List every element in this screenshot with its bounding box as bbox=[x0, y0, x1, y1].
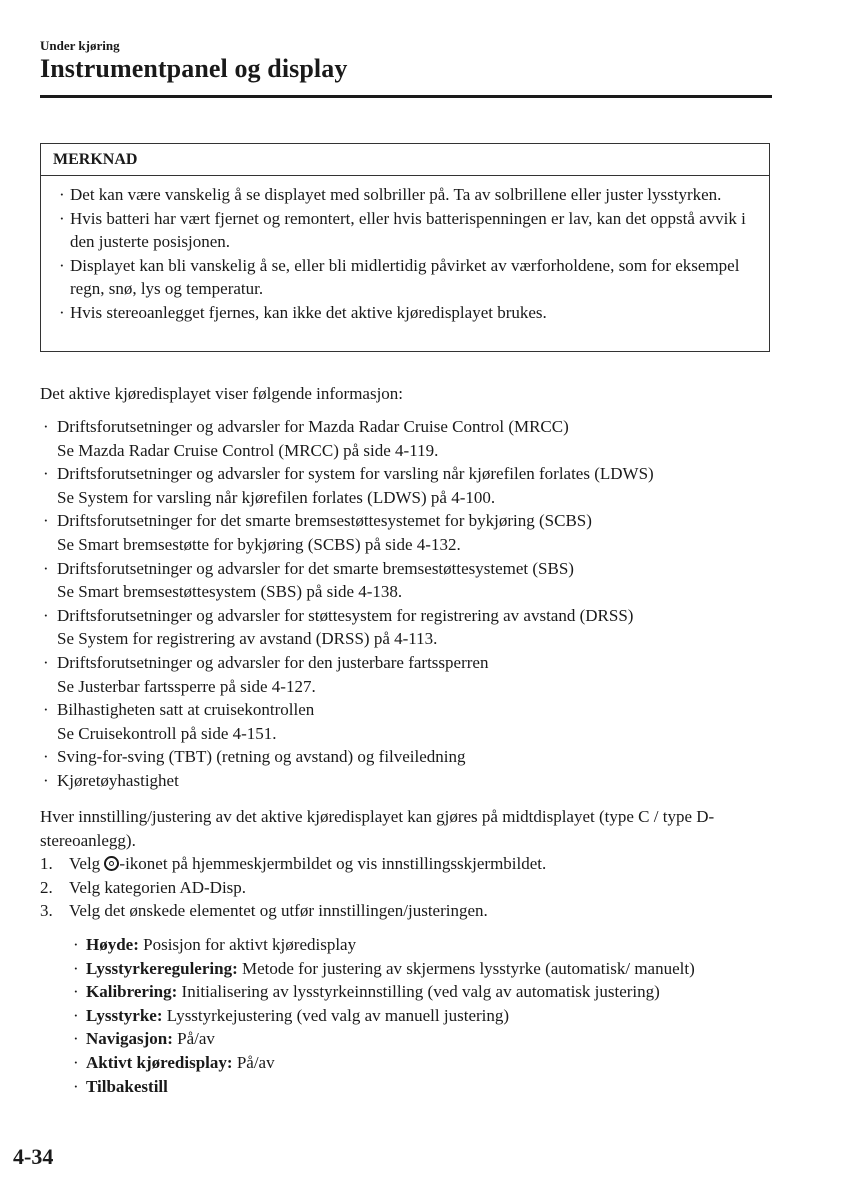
info-item-text: Kjøretøyhastighet bbox=[57, 770, 179, 790]
page-number: 4-34 bbox=[13, 1144, 54, 1169]
note-heading: MERKNAD bbox=[41, 144, 769, 176]
info-item-reference: Se Smart bremsestøttesystem (SBS) på side 4-138. bbox=[57, 582, 403, 602]
setting-description: Metode for justering av skjermens lysstyrke (automatisk/ manuelt) bbox=[237, 958, 695, 978]
settings-paragraph: Hver innstilling/justering av det aktive kjøredisplayet kan gjøres på midtdisplayet (type C / type D-stereoanlegg). bbox=[40, 807, 715, 850]
info-item-text: Driftsforutsetninger for det smarte bremsestøttesystemet for bykjøring (SCBS) bbox=[57, 511, 592, 531]
section-label: Under kjøring bbox=[40, 38, 120, 53]
setting-term: Kalibrering: bbox=[86, 982, 178, 1002]
setting-item bbox=[72, 1075, 772, 1099]
note-box bbox=[40, 143, 770, 352]
steps-list bbox=[40, 852, 780, 923]
setting-item bbox=[72, 933, 772, 957]
info-item-text: Sving-for-sving (TBT) (retning og avstand) og filveiledning bbox=[57, 747, 466, 767]
info-item-text: Bilhastigheten satt at cruisekontrollen bbox=[57, 700, 315, 720]
step-text: Velg det ønskede elementet og utfør innstillingen/justeringen. bbox=[69, 901, 488, 921]
info-item-text: Driftsforutsetninger og advarsler for støttesystem for registrering av avstand (DRSS) bbox=[57, 605, 634, 625]
setting-item bbox=[72, 1051, 772, 1075]
info-item bbox=[40, 604, 780, 651]
setting-term: Navigasjon: bbox=[86, 1029, 173, 1049]
info-item-text: Driftsforutsetninger og advarsler for det smarte bremsestøttesystemet (SBS) bbox=[57, 558, 574, 578]
note-list bbox=[41, 176, 769, 324]
page-title: Instrumentpanel og display bbox=[40, 54, 348, 83]
setting-item bbox=[72, 1027, 772, 1051]
info-item-reference: Se System for varsling når kjørefilen forlates (LDWS) på 4-100. bbox=[57, 487, 496, 507]
info-item bbox=[40, 745, 780, 769]
info-item bbox=[40, 651, 780, 698]
step-text: Velg kategorien AD-Disp. bbox=[69, 877, 247, 897]
info-item-text: Driftsforutsetninger og advarsler for system for varsling når kjørefilen forlates (LDWS) bbox=[57, 464, 654, 484]
info-item bbox=[40, 557, 780, 604]
setting-term: Høyde: bbox=[86, 935, 139, 954]
setting-description: Posisjon for aktivt kjøredisplay bbox=[138, 935, 357, 954]
info-item-reference: Se Justerbar fartssperre på side 4-127. bbox=[57, 676, 316, 696]
info-item-reference: Se System for registrering av avstand (DRSS) på 4-113. bbox=[57, 629, 438, 649]
setting-description: På/av bbox=[172, 1029, 215, 1049]
intro-text: Det aktive kjøredisplayet viser følgende informasjon: bbox=[40, 384, 404, 403]
info-item-reference: Se Cruisekontroll på side 4-151. bbox=[57, 723, 277, 743]
setting-description: Initialisering av lysstyrkeinnstilling (ved valg av automatisk justering) bbox=[177, 982, 660, 1002]
info-item-text: Driftsforutsetninger og advarsler for den justerbare fartssperren bbox=[57, 652, 489, 672]
info-item-reference: Se Mazda Radar Cruise Control (MRCC) på side 4-119. bbox=[57, 440, 439, 460]
title-rule bbox=[40, 95, 772, 98]
step-number: 2. bbox=[40, 877, 53, 897]
setting-term: Aktivt kjøredisplay: bbox=[86, 1052, 233, 1072]
info-item bbox=[40, 415, 780, 462]
step-item bbox=[40, 852, 780, 876]
step-number: 1. bbox=[40, 854, 53, 873]
settings-list bbox=[72, 933, 772, 1098]
info-list bbox=[40, 415, 780, 793]
info-item bbox=[40, 769, 780, 793]
setting-description: Lysstyrkejustering (ved valg av manuell justering) bbox=[162, 1005, 510, 1025]
step-item bbox=[40, 899, 780, 923]
note-item: · Hvis batteri har vært fjernet og remontert, eller hvis batterispenningen er lav, kan det oppstå avvik i den justerte posisjonen. bbox=[59, 207, 759, 254]
note-item: · Hvis stereoanlegget fjernes, kan ikke det aktive kjøredisplayet brukes. bbox=[59, 301, 759, 325]
note-item: · Displayet kan bli vanskelig å se, eller bli midlertidig påvirket av værforholdene, som for eksempel regn, snø, lys og temperatur. bbox=[59, 254, 759, 301]
gear-icon bbox=[104, 856, 119, 871]
info-item-reference: Se Smart bremsestøtte for bykjøring (SCBS) på side 4-132. bbox=[57, 534, 461, 554]
step-number: 3. bbox=[40, 901, 53, 921]
info-item-text: Driftsforutsetninger og advarsler for Mazda Radar Cruise Control (MRCC) bbox=[57, 417, 569, 436]
info-item bbox=[40, 509, 780, 556]
setting-term: Lysstyrke: bbox=[86, 1005, 163, 1025]
setting-item bbox=[72, 957, 772, 981]
step-text-continued: -ikonet på hjemmeskjermbildet og vis innstillingsskjermbildet. bbox=[119, 854, 547, 873]
step-text: Velg bbox=[69, 854, 105, 873]
setting-term: Lysstyrkeregulering: bbox=[86, 958, 238, 978]
info-item bbox=[40, 462, 780, 509]
setting-item bbox=[72, 980, 772, 1004]
note-item: · Det kan være vanskelig å se displayet med solbriller på. Ta av solbrillene eller juster lysstyrken. bbox=[59, 183, 759, 207]
step-item bbox=[40, 876, 780, 900]
setting-description: På/av bbox=[232, 1052, 275, 1072]
setting-term: Tilbakestill bbox=[86, 1076, 168, 1096]
setting-item bbox=[72, 1004, 772, 1028]
info-item bbox=[40, 698, 780, 745]
